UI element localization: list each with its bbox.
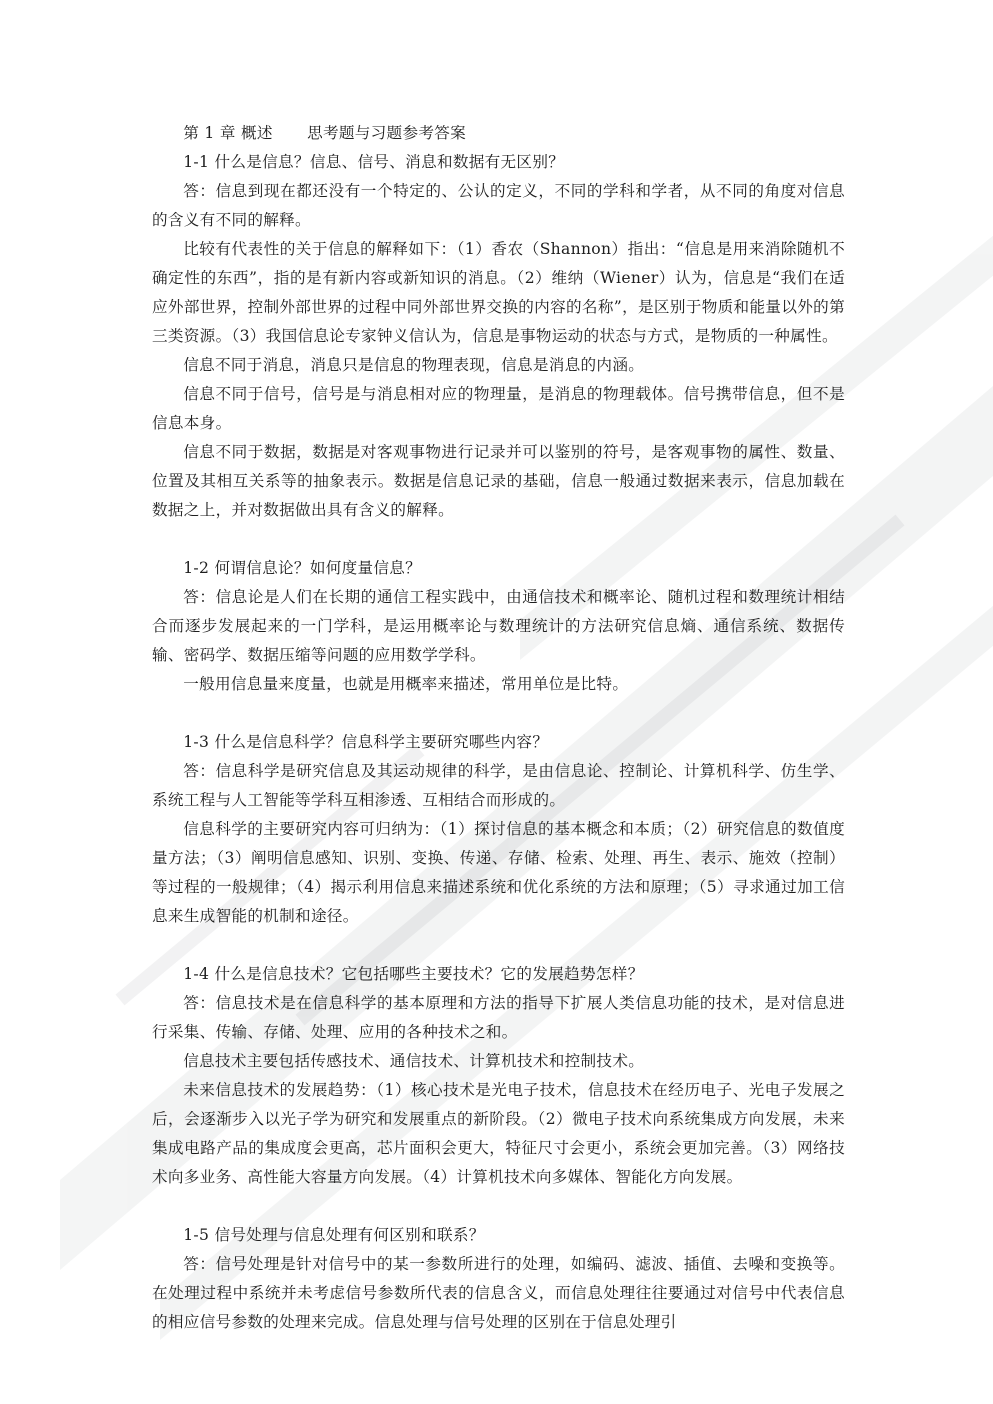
answer-paragraph: 答：信息到现在都还没有一个特定的、公认的定义，不同的学科和学者，从不同的角度对信息的含义有不同的解释。	[152, 182, 845, 229]
question-1-1: 1-1 什么是信息？信息、信号、消息和数据有无区别？	[183, 153, 565, 171]
section-gap	[152, 931, 845, 960]
answer-paragraph: 答：信息技术是在信息科学的基本原理和方法的指导下扩展人类信息功能的技术，是对信息进行采集、传输、存储、处理、应用的各种技术之和。	[152, 994, 845, 1041]
section-gap	[152, 525, 845, 554]
document-body	[152, 119, 845, 1337]
answer-paragraph: 信息技术主要包括传感技术、通信技术、计算机技术和控制技术。	[183, 1052, 645, 1070]
question-1-2: 1-2 何谓信息论？如何度量信息？	[183, 559, 422, 577]
question-1-5: 1-5 信号处理与信息处理有何区别和联系？	[183, 1226, 485, 1244]
answer-paragraph: 信息不同于信号，信号是与消息相对应的物理量，是消息的物理载体。信号携带信息，但不是信息本身。	[152, 385, 845, 432]
answer-paragraph: 未来信息技术的发展趋势：（1）核心技术是光电子技术，信息技术在经历电子、光电子发展之后，会逐渐步入以光子学为研究和发展重点的新阶段。（2）微电子技术向系统集成方向发展，未来集成电路产品的集成度会更高，芯片面积会更大，特征尺寸会更小，系统会更加完善。（3）网络技术向多业务、高性能大容量方向发展。（4）计算机技术向多媒体、智能化方向发展。	[152, 1081, 845, 1186]
page-title	[152, 119, 845, 148]
answer-paragraph: 答：信息论是人们在长期的通信工程实践中，由通信技术和概率论、随机过程和数理统计相结合而逐步发展起来的一门学科，是运用概率论与数理统计的方法研究信息熵、通信系统、数据传输、密码学、数据压缩等问题的应用数学学科。	[152, 588, 845, 664]
answer-paragraph: 答：信息科学是研究信息及其运动规律的科学，是由信息论、控制论、计算机科学、仿生学、系统工程与人工智能等学科互相渗透、互相结合而形成的。	[152, 762, 845, 809]
chapter-subtitle: 思考题与习题参考答案	[307, 124, 467, 142]
question-1-3: 1-3 什么是信息科学？信息科学主要研究哪些内容？	[183, 733, 549, 751]
answer-paragraph: 答：信号处理是针对信号中的某一参数所进行的处理，如编码、滤波、插值、去噪和变换等。在处理过程中系统并未考虑信号参数所代表的信息含义，而信息处理往往要通过对信号中代表信息的相应信号参数的处理来完成。信息处理与信号处理的区别在于信息处理引	[152, 1255, 845, 1331]
answer-paragraph: 信息不同于数据，数据是对客观事物进行记录并可以鉴别的符号，是客观事物的属性、数量、位置及其相互关系等的抽象表示。数据是信息记录的基础，信息一般通过数据来表示，信息加载在数据之上，并对数据做出具有含义的解释。	[152, 443, 845, 519]
section-gap	[152, 699, 845, 728]
answer-paragraph: 比较有代表性的关于信息的解释如下：（1）香农（Shannon）指出：“信息是用来消除随机不确定性的东西”，指的是有新内容或新知识的消息。（2）维纳（Wiener）认为，信息是“我们在适应外部世界，控制外部世界的过程中同外部世界交换的内容的名称”，是区别于物质和能量以外的第三类资源。（3）我国信息论专家钟义信认为，信息是事物运动的状态与方式，是物质的一种属性。	[152, 240, 845, 345]
answer-paragraph: 信息不同于消息，消息只是信息的物理表现，信息是消息的内涵。	[183, 356, 645, 374]
chapter-title: 第 1 章 概述	[183, 124, 273, 142]
answer-paragraph: 一般用信息量来度量，也就是用概率来描述，常用单位是比特。	[183, 675, 629, 693]
question-1-4: 1-4 什么是信息技术？它包括哪些主要技术？它的发展趋势怎样？	[183, 965, 644, 983]
section-gap	[152, 1192, 845, 1221]
answer-paragraph: 信息科学的主要研究内容可归纳为：（1）探讨信息的基本概念和本质；（2）研究信息的数值度量方法；（3）阐明信息感知、识别、变换、传递、存储、检索、处理、再生、表示、施效（控制）等过程的一般规律；（4）揭示利用信息来描述系统和优化系统的方法和原理；（5）寻求通过加工信息来生成智能的机制和途径。	[152, 820, 845, 925]
